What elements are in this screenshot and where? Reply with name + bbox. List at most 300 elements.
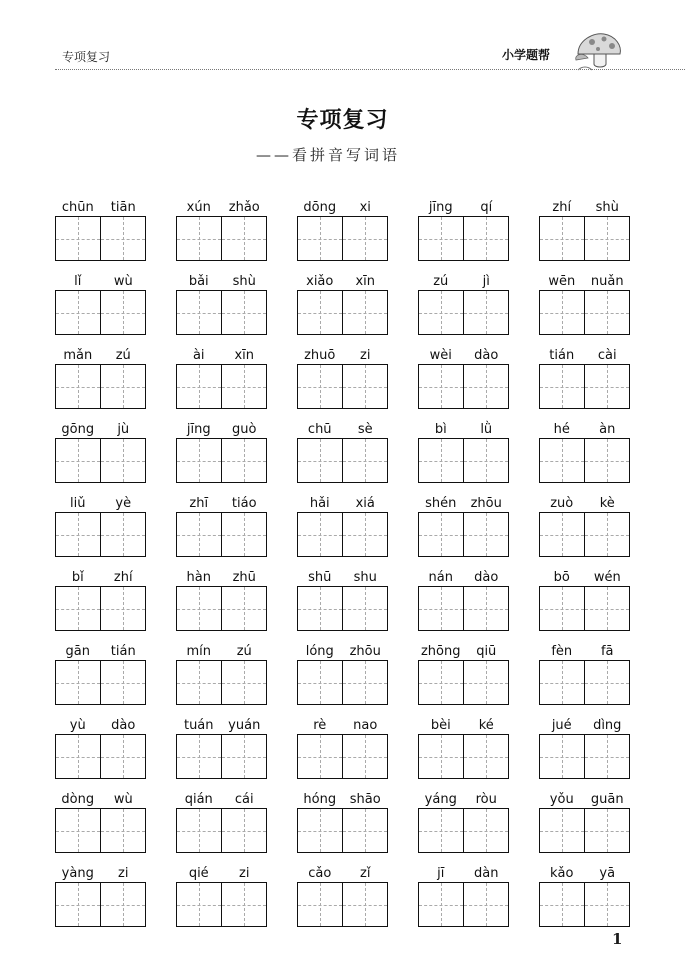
pinyin-row [418,644,509,660]
writing-cell [298,809,342,852]
pinyin-row [539,792,630,808]
pinyin-syllable: zi [360,348,371,363]
word-item [55,348,146,422]
pinyin-syllable: lǜ [480,422,493,437]
writing-cell [221,661,266,704]
word-item [176,422,267,496]
pinyin-row [55,718,146,734]
pinyin-syllable: nao [353,718,378,733]
pinyin-syllable: nán [428,570,453,585]
pinyin-syllable: xiǎo [306,274,334,289]
writing-box-pair [418,438,509,483]
pinyin-row [418,348,509,364]
writing-cell [584,217,629,260]
pinyin-syllable: rè [313,718,327,733]
writing-cell [463,217,508,260]
pinyin-syllable: qián [184,792,213,807]
writing-cell [177,883,221,926]
word-item [176,274,267,348]
word-item [539,200,630,274]
writing-cell [419,439,463,482]
pinyin-row [176,348,267,364]
writing-box-pair [55,438,146,483]
writing-cell [221,291,266,334]
pinyin-syllable: guān [590,792,624,807]
writing-cell [419,513,463,556]
pinyin-syllable: zhū [232,570,256,585]
pinyin-row [176,644,267,660]
writing-cell [342,365,387,408]
pinyin-row [55,200,146,216]
writing-box-pair [539,512,630,557]
pinyin-syllable: chūn [61,200,94,215]
pinyin-syllable: wēn [548,274,576,289]
word-item [55,866,146,940]
pinyin-syllable: xún [186,200,211,215]
pinyin-syllable: zi [118,866,129,881]
writing-box-pair [55,290,146,335]
pinyin-row [55,866,146,882]
word-item [297,200,388,274]
pinyin-syllable: shāo [349,792,381,807]
pinyin-row [176,200,267,216]
writing-cell [540,291,584,334]
pinyin-syllable: ròu [475,792,497,807]
writing-cell [540,217,584,260]
pinyin-syllable: yuán [228,718,261,733]
pinyin-syllable: zhuō [304,348,336,363]
word-item [55,570,146,644]
writing-box-pair [297,734,388,779]
pinyin-row [539,348,630,364]
word-item [297,792,388,866]
word-item [176,718,267,792]
pinyin-syllable: wén [593,570,621,585]
writing-box-pair [539,808,630,853]
writing-cell [463,365,508,408]
writing-cell [584,587,629,630]
pinyin-row [297,718,388,734]
word-item [176,496,267,570]
pinyin-row [539,496,630,512]
pinyin-row [539,644,630,660]
writing-box-pair [55,808,146,853]
pinyin-row [176,866,267,882]
pinyin-syllable: jīng [186,422,211,437]
pinyin-row [418,792,509,808]
pinyin-syllable: fèn [551,644,573,659]
writing-cell [584,513,629,556]
pinyin-row [55,496,146,512]
word-item [539,718,630,792]
writing-cell [56,217,100,260]
writing-box-pair [539,290,630,335]
writing-cell [100,365,145,408]
pinyin-syllable: zhǎo [228,200,260,215]
pinyin-row [539,274,630,290]
writing-box-pair [539,586,630,631]
pinyin-syllable: jì [482,274,490,289]
pinyin-row [176,422,267,438]
word-item [55,422,146,496]
pinyin-syllable: guò [232,422,257,437]
pinyin-syllable: cǎo [308,866,332,881]
pinyin-syllable: hóng [303,792,337,807]
writing-cell [463,883,508,926]
pinyin-row [297,792,388,808]
word-item [418,200,509,274]
pinyin-row [297,570,388,586]
writing-box-pair [176,660,267,705]
pinyin-syllable: chū [307,422,332,437]
pinyin-row [539,866,630,882]
pinyin-row [176,274,267,290]
pinyin-syllable: bì [434,422,447,437]
writing-cell [177,217,221,260]
word-item [297,274,388,348]
writing-cell [221,513,266,556]
pinyin-syllable: gōng [61,422,95,437]
pinyin-syllable: ài [192,348,205,363]
pinyin-syllable: yè [115,496,132,511]
writing-cell [419,809,463,852]
pinyin-syllable: bō [553,570,570,585]
pinyin-syllable: jīng [428,200,453,215]
pinyin-syllable: bèi [430,718,451,733]
writing-cell [100,439,145,482]
writing-cell [584,735,629,778]
word-item [176,644,267,718]
pinyin-syllable: wù [113,274,133,289]
pinyin-row [418,866,509,882]
word-item [55,644,146,718]
writing-box-pair [539,660,630,705]
pinyin-syllable: lóng [305,644,334,659]
writing-cell [100,217,145,260]
pinyin-row [55,422,146,438]
writing-cell [298,513,342,556]
pinyin-syllable: bǎi [188,274,209,289]
pinyin-syllable: ké [478,718,494,733]
writing-cell [100,883,145,926]
writing-cell [342,291,387,334]
pinyin-row [539,422,630,438]
pinyin-syllable: jué [551,718,572,733]
writing-cell [221,587,266,630]
writing-cell [342,587,387,630]
writing-cell [463,291,508,334]
pinyin-row [297,274,388,290]
word-item [297,496,388,570]
writing-box-pair [539,438,630,483]
writing-box-pair [176,290,267,335]
pinyin-syllable: cài [597,348,617,363]
pinyin-syllable: zhí [113,570,133,585]
word-item [539,496,630,570]
writing-cell [221,439,266,482]
pinyin-syllable: zhōng [420,644,461,659]
pinyin-syllable: xīn [234,348,255,363]
writing-box-pair [297,216,388,261]
pinyin-syllable: nuǎn [590,274,624,289]
writing-box-pair [297,808,388,853]
pinyin-syllable: zǐ [360,866,371,881]
pinyin-syllable: kǎo [550,866,574,881]
pinyin-row [55,348,146,364]
pinyin-syllable: yǒu [549,792,574,807]
word-item [418,422,509,496]
pinyin-syllable: zú [236,644,252,659]
pinyin-row [55,274,146,290]
writing-cell [298,217,342,260]
writing-box-pair [297,290,388,335]
pinyin-syllable: zuò [550,496,574,511]
writing-cell [100,513,145,556]
writing-cell [463,587,508,630]
pinyin-syllable: sè [357,422,373,437]
pinyin-syllable: zú [115,348,131,363]
word-item [297,644,388,718]
writing-cell [56,291,100,334]
pinyin-syllable: dào [474,348,499,363]
writing-box-pair [55,364,146,409]
pinyin-syllable: dào [474,570,499,585]
writing-cell [177,809,221,852]
writing-cell [584,439,629,482]
writing-cell [100,735,145,778]
writing-cell [298,439,342,482]
word-item [297,718,388,792]
writing-cell [342,439,387,482]
writing-box-pair [418,216,509,261]
writing-box-pair [55,512,146,557]
pinyin-syllable: qí [480,200,493,215]
word-item [176,200,267,274]
pinyin-syllable: fā [600,644,614,659]
writing-box-pair [539,734,630,779]
pinyin-syllable: cái [234,792,254,807]
writing-cell [298,735,342,778]
pinyin-row [176,570,267,586]
writing-cell [584,291,629,334]
writing-cell [463,513,508,556]
header-section-label: 专项复习 [62,50,111,64]
writing-cell [342,217,387,260]
pinyin-syllable: qiū [476,644,497,659]
pinyin-syllable: zi [239,866,250,881]
pinyin-syllable: shù [595,200,619,215]
writing-box-pair [297,882,388,927]
writing-cell [540,365,584,408]
writing-cell [221,735,266,778]
writing-cell [298,365,342,408]
pinyin-row [418,718,509,734]
pinyin-row [418,200,509,216]
pinyin-row [55,644,146,660]
writing-cell [100,661,145,704]
pinyin-syllable: xiá [355,496,375,511]
writing-box-pair [55,882,146,927]
pinyin-row [539,200,630,216]
pinyin-syllable: mǎn [63,348,93,363]
writing-cell [298,661,342,704]
pinyin-row [539,570,630,586]
pinyin-syllable: tiáo [231,496,257,511]
pinyin-syllable: shu [353,570,377,585]
word-item [55,200,146,274]
pinyin-syllable: xīn [355,274,376,289]
writing-cell [100,809,145,852]
pinyin-row [418,570,509,586]
pinyin-row [297,200,388,216]
writing-cell [419,217,463,260]
writing-box-pair [418,734,509,779]
word-item [539,422,630,496]
pinyin-syllable: yā [599,866,616,881]
writing-cell [298,883,342,926]
writing-box-pair [176,734,267,779]
pinyin-syllable: dàn [474,866,499,881]
word-item [176,792,267,866]
header-divider [55,69,685,70]
writing-cell [463,735,508,778]
writing-cell [100,291,145,334]
page-subtitle: ——看拼音写词语 [256,146,401,164]
writing-box-pair [539,216,630,261]
pinyin-syllable: zhí [552,200,572,215]
writing-cell [177,735,221,778]
writing-cell [540,661,584,704]
writing-box-pair [539,882,630,927]
writing-cell [56,661,100,704]
writing-cell [177,513,221,556]
word-item [55,496,146,570]
writing-cell [419,587,463,630]
pinyin-syllable: zhī [189,496,209,511]
pinyin-syllable: dòng [61,792,95,807]
word-item [297,866,388,940]
word-item [55,274,146,348]
page-number: 1 [612,930,623,948]
writing-box-pair [176,438,267,483]
writing-cell [56,513,100,556]
pinyin-syllable: liǔ [70,496,86,511]
writing-cell [540,513,584,556]
word-item [418,792,509,866]
writing-box-pair [418,660,509,705]
pinyin-syllable: yàng [61,866,94,881]
pinyin-syllable: tiān [110,200,136,215]
word-item [539,792,630,866]
pinyin-row [297,866,388,882]
pinyin-syllable: wèi [429,348,452,363]
pinyin-syllable: gān [65,644,90,659]
pinyin-syllable: jī [437,866,445,881]
page-title: 专项复习 [296,108,389,133]
word-item [297,422,388,496]
word-item [539,348,630,422]
word-item [55,718,146,792]
writing-box-pair [297,438,388,483]
pinyin-row [176,792,267,808]
pinyin-syllable: hé [553,422,570,437]
writing-cell [463,661,508,704]
word-item [176,348,267,422]
writing-cell [584,883,629,926]
writing-cell [177,661,221,704]
word-item [418,570,509,644]
pinyin-syllable: yù [69,718,86,733]
writing-cell [342,661,387,704]
word-item [176,570,267,644]
word-item [418,718,509,792]
pinyin-syllable: shù [232,274,256,289]
writing-box-pair [418,882,509,927]
word-item [539,866,630,940]
writing-box-pair [55,734,146,779]
writing-cell [342,735,387,778]
writing-cell [419,735,463,778]
word-item [418,644,509,718]
pinyin-syllable: kè [599,496,615,511]
writing-box-pair [418,512,509,557]
pinyin-row [55,570,146,586]
pinyin-row [418,274,509,290]
writing-cell [540,809,584,852]
writing-cell [221,365,266,408]
writing-cell [56,365,100,408]
pinyin-syllable: yáng [424,792,457,807]
writing-cell [56,587,100,630]
pinyin-syllable: lǐ [74,274,82,289]
pinyin-syllable: dōng [303,200,337,215]
word-item [539,644,630,718]
writing-box-pair [539,364,630,409]
writing-cell [540,587,584,630]
pinyin-syllable: hàn [186,570,211,585]
writing-cell [56,809,100,852]
writing-cell [177,587,221,630]
writing-box-pair [297,660,388,705]
pinyin-syllable: bǐ [71,570,84,585]
pinyin-syllable: tián [549,348,575,363]
pinyin-syllable: hǎi [309,496,330,511]
pinyin-row [55,792,146,808]
word-item [176,866,267,940]
pinyin-syllable: wù [113,792,133,807]
writing-cell [463,439,508,482]
pinyin-syllable: tuán [183,718,214,733]
writing-box-pair [297,586,388,631]
writing-cell [584,809,629,852]
pinyin-syllable: shū [308,570,332,585]
writing-box-pair [176,512,267,557]
writing-cell [298,587,342,630]
writing-cell [298,291,342,334]
writing-cell [419,883,463,926]
pinyin-syllable: dìng [593,718,622,733]
writing-cell [419,661,463,704]
writing-box-pair [55,660,146,705]
word-item [418,496,509,570]
word-item [418,274,509,348]
writing-cell [100,587,145,630]
pinyin-row [176,718,267,734]
pinyin-row [418,496,509,512]
pinyin-syllable: zú [433,274,449,289]
writing-box-pair [418,364,509,409]
pinyin-row [418,422,509,438]
